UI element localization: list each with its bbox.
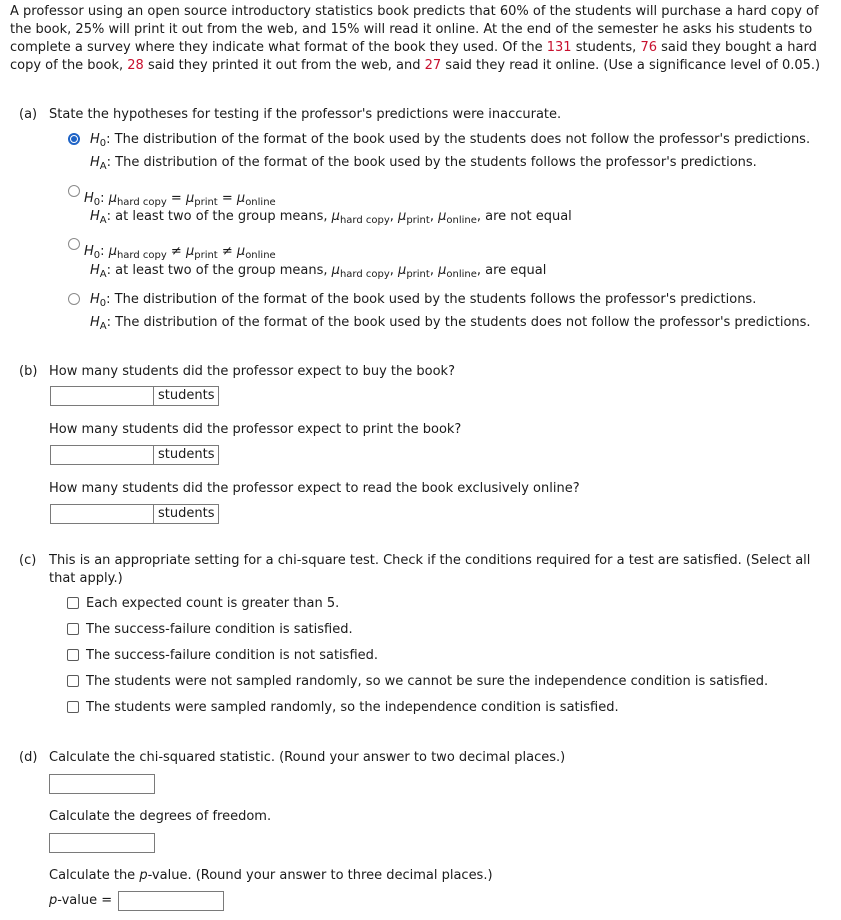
condition-checkbox-5[interactable] xyxy=(67,701,79,713)
hypothesis-option-4-radio[interactable] xyxy=(68,293,80,305)
expected-online-unit: students xyxy=(154,504,219,524)
hypothesis-option-4-ha: $H_A$: The distribution of the format of the book used by the students does not follow the professor's predictions. xyxy=(90,315,811,332)
expected-print-input[interactable] xyxy=(50,445,154,465)
hypothesis-option-3-ha: $H_A$: at least two of the group means, $\mu_{hard copy}$, $\mu_{print}$, $\mu_{online}$, are equal xyxy=(90,263,547,280)
expected-buy-input[interactable] xyxy=(50,386,154,406)
p-value-input[interactable] xyxy=(118,891,224,911)
degrees-of-freedom-question: Calculate the degrees of freedom. xyxy=(49,809,272,824)
part-d-label: (d) xyxy=(19,750,38,765)
hypothesis-option-2-h0: $H_0$: $\mu_{hard copy} = \mu_{print} = \mu_{online}$ xyxy=(84,191,276,208)
part-c-label: (c) xyxy=(19,553,37,568)
hypothesis-option-2-radio[interactable] xyxy=(68,185,80,197)
condition-checkbox-3[interactable] xyxy=(67,649,79,661)
total-students-count: 131 xyxy=(546,40,572,55)
hypothesis-option-4-h0: $H_0$: The distribution of the format of the book used by the students follows the professor's predictions. xyxy=(90,292,757,309)
condition-label-1: Each expected count is greater than 5. xyxy=(86,596,340,611)
part-a-question: State the hypotheses for testing if the professor's predictions were inaccurate. xyxy=(49,107,562,122)
condition-checkbox-4[interactable] xyxy=(67,675,79,687)
problem-statement: A professor using an open source introductory statistics book predicts that 60% of the students will purchase a hard copy of the book, 25% will print it out from the web, and 15% will read it online. At the end of the semester he asks his students to complete a survey where they indicate what format of the book they used. Of the 131 students, 76 said they bought a hard copy of the book, 28 said they printed it out from the web, and 27 said they read it online. (Use a significance level of 0.05.) xyxy=(10,4,821,73)
expected-buy-question: How many students did the professor expect to buy the book? xyxy=(49,364,455,379)
hypothesis-option-3-h0: $H_0$: $\mu_{hard copy} \ne \mu_{print} \ne \mu_{online}$ xyxy=(84,244,276,261)
hypothesis-option-1-ha: $H_A$: The distribution of the format of the book used by the students follows the professor's predictions. xyxy=(90,155,757,172)
expected-online-input[interactable] xyxy=(50,504,154,524)
degrees-of-freedom-input[interactable] xyxy=(49,833,155,853)
hypothesis-option-3-radio[interactable] xyxy=(68,238,80,250)
hypothesis-option-1-radio[interactable] xyxy=(68,133,80,145)
hypothesis-option-1-h0: $H_0$: The distribution of the format of the book used by the students does not follow the professor's predictions. xyxy=(90,132,811,149)
part-b-label: (b) xyxy=(19,364,38,379)
condition-label-2: The success-failure condition is satisfied. xyxy=(86,622,353,637)
condition-checkbox-2[interactable] xyxy=(67,623,79,635)
condition-label-4: The students were not sampled randomly, so we cannot be sure the independence condition is satisfied. xyxy=(86,674,769,689)
part-a-label: (a) xyxy=(19,107,38,122)
expected-print-unit: students xyxy=(154,445,219,465)
condition-label-5: The students were sampled randomly, so the independence condition is satisfied. xyxy=(86,700,619,715)
chi-squared-question: Calculate the chi-squared statistic. (Round your answer to two decimal places.) xyxy=(49,750,566,765)
p-value-label: p-value = xyxy=(49,893,113,908)
condition-checkbox-1[interactable] xyxy=(67,597,79,609)
part-c-question: This is an appropriate setting for a chi-square test. Check if the conditions required for a test are satisfied. (Select all that apply.) xyxy=(49,553,811,586)
print-count: 28 xyxy=(127,58,144,73)
hard-copy-count: 76 xyxy=(640,40,657,55)
expected-print-question: How many students did the professor expect to print the book? xyxy=(49,422,462,437)
chi-squared-input[interactable] xyxy=(49,774,155,794)
expected-buy-unit: students xyxy=(154,386,219,406)
hypothesis-option-2-ha: $H_A$: at least two of the group means, $\mu_{hard copy}$, $\mu_{print}$, $\mu_{online}$, are not equal xyxy=(90,209,572,226)
expected-online-question: How many students did the professor expect to read the book exclusively online? xyxy=(49,481,580,496)
p-value-question: Calculate the p-value. (Round your answer to three decimal places.) xyxy=(49,868,493,883)
online-count: 27 xyxy=(424,58,442,73)
condition-label-3: The success-failure condition is not satisfied. xyxy=(86,648,379,663)
